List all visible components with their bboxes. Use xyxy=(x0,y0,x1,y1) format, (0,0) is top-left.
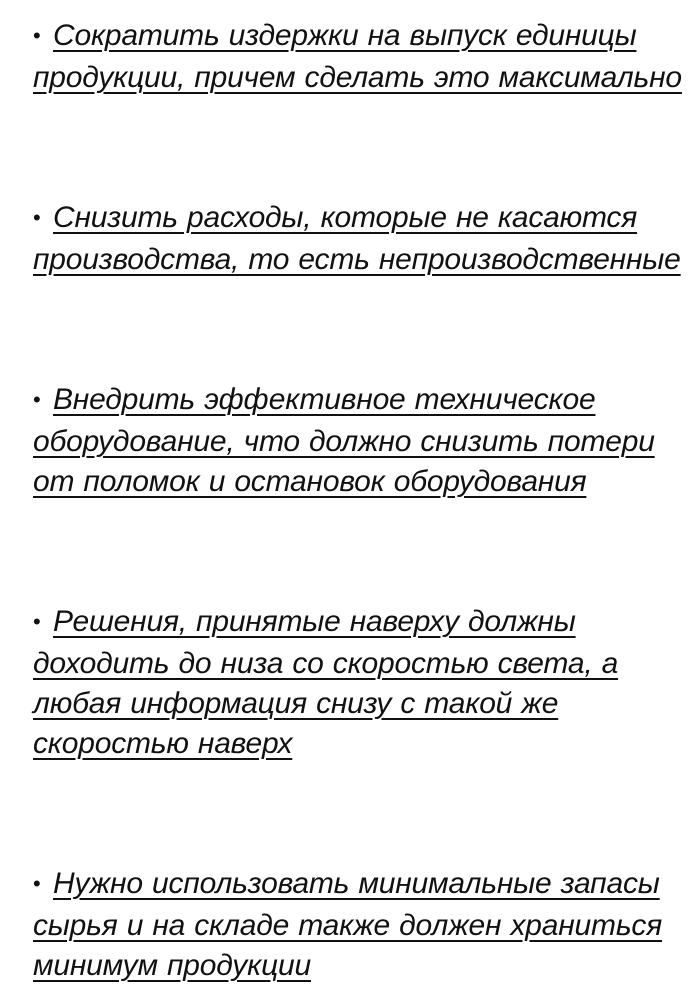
bullet-icon: • xyxy=(33,205,41,230)
list-item xyxy=(33,380,685,502)
list-item xyxy=(33,16,685,98)
list-item-text: Сократить издержки на выпуск единицы продукции, причем сделать это максимально xyxy=(33,19,682,94)
bullet-icon: • xyxy=(33,387,41,412)
bullet-icon: • xyxy=(33,609,41,634)
list-item xyxy=(33,864,685,986)
list-item xyxy=(33,602,685,764)
list-item xyxy=(33,198,685,280)
list-item-text: Внедрить эффективное техническое оборудование, что должно снизить потери от поломок и остановок оборудования xyxy=(33,383,655,498)
list-item-text: Решения, принятые наверху должны доходить до низа со скоростью света, а любая информация снизу с такой же скоростью наверх xyxy=(33,605,619,760)
bullet-icon: • xyxy=(33,871,41,896)
list-item-text: Снизить расходы, которые не касаются производства, то есть непроизводственные xyxy=(33,201,681,276)
bullet-icon: • xyxy=(33,23,41,48)
bullet-list xyxy=(33,16,685,986)
list-item-text: Нужно использовать минимальные запасы сырья и на складе также должен храниться минимум продукции xyxy=(33,867,663,982)
